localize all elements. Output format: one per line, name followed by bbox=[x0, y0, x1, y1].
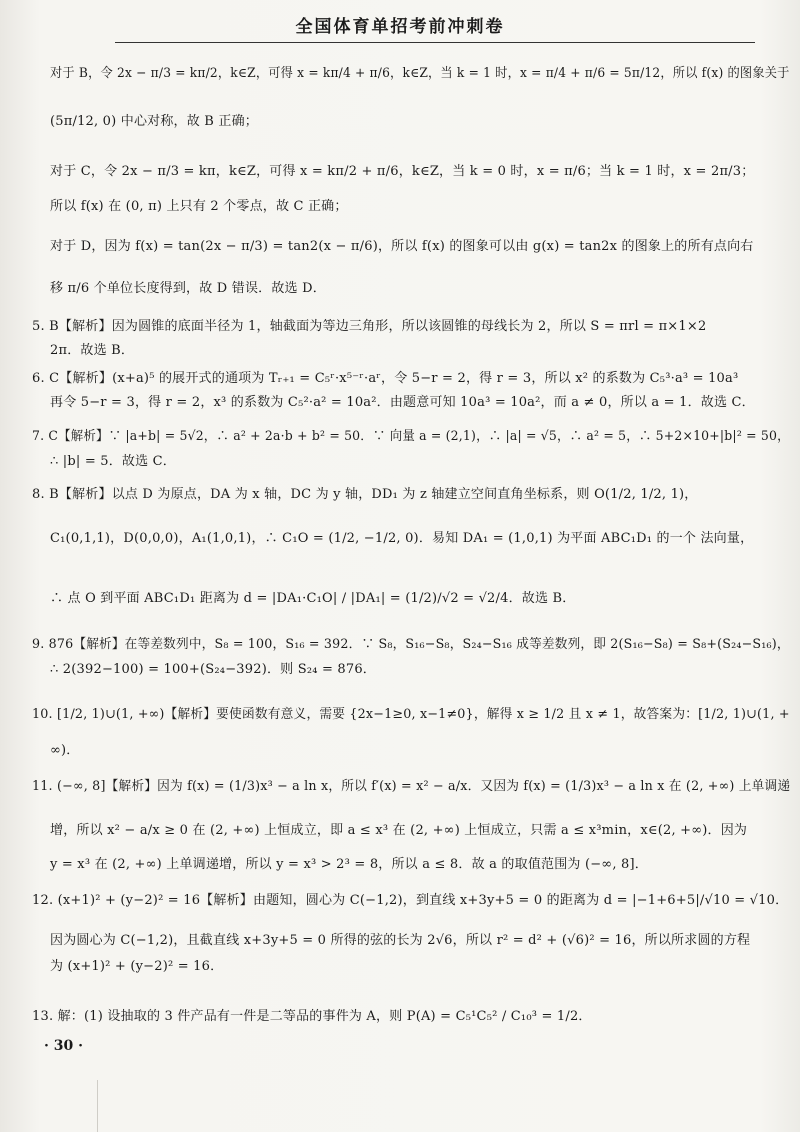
answer-line: 5. B【解析】因为圆锥的底面半径为 1，轴截面为等边三角形，所以该圆锥的母线长为 2，所以 S = πrl = π×1×2 bbox=[32, 319, 707, 334]
text-line: 为 (x+1)² + (y−2)² = 16． bbox=[50, 959, 224, 974]
answer-line: 9. 876【解析】在等差数列中，S₈ = 100，S₁₆ = 392．∵ S₈，S₁₆−S₈，S₂₄−S₁₆ 成等差数列，即 2(S₁₆−S₈) = S₈+(S₂₄−S₁₆)， bbox=[32, 637, 790, 652]
answer-line: 11. (−∞, 8]【解析】因为 f(x) = (1/3)x³ − a ln x，所以 f′(x) = x² − a/x．又因为 f(x) = (1/3)x³ − a ln x 在 (2, +∞) 上单调递 bbox=[32, 779, 791, 794]
binding-margin-line bbox=[97, 1080, 98, 1132]
answer-line: 7. C【解析】∵ |a+b| = 5√2，∴ a² + 2a·b + b² = 50．∵ 向量 a = (2,1)，∴ |a| = √5，∴ a² = 5，∴ 5+2×10+|b|² = 50， bbox=[32, 429, 790, 444]
text-line: C₁(0,1,1)，D(0,0,0)，A₁(1,0,1)，∴ C₁O = (1/2, −1/2, 0)．易知 DA₁ = (1,0,1) 为平面 ABC₁D₁ 的一个 法向量， bbox=[50, 531, 754, 546]
text-line: y = x³ 在 (2, +∞) 上单调递增，所以 y = x³ > 2³ = 8，所以 a ≤ 8．故 a 的取值范围为 (−∞, 8]． bbox=[50, 857, 648, 872]
text-line: ∴ 2(392−100) = 100+(S₂₄−392)．则 S₂₄ = 876． bbox=[50, 662, 377, 677]
text-line: 再令 5−r = 3，得 r = 2，x³ 的系数为 C₅²·a² = 10a²．由题意可知 10a³ = 10a²，而 a ≠ 0，所以 a = 1．故选 C． bbox=[50, 395, 755, 410]
text-line: 对于 C，令 2x − π/3 = kπ，k∈Z，可得 x = kπ/2 + π/6，k∈Z，当 k = 0 时，x = π/6；当 k = 1 时，x = 2π/3； bbox=[50, 164, 755, 179]
answer-line: 13. 解：(1) 设抽取的 3 件产品有一件是二等品的事件为 A，则 P(A) = C₅¹C₅² / C₁₀³ = 1/2． bbox=[32, 1009, 592, 1024]
text-line: 因为圆心为 C(−1,2)，且截直线 x+3y+5 = 0 所得的弦的长为 2√6，所以 r² = d² + (√6)² = 16，所以所求圆的方程 bbox=[50, 933, 751, 948]
text-line: 所以 f(x) 在 (0, π) 上只有 2 个零点，故 C 正确； bbox=[50, 199, 348, 214]
page-number: · 30 · bbox=[44, 1038, 83, 1054]
answer-line: 8. B【解析】以点 D 为原点，DA 为 x 轴，DC 为 y 轴，DD₁ 为 z 轴建立空间直角坐标系，则 O(1/2, 1/2, 1)， bbox=[32, 487, 698, 502]
text-line: 对于 D，因为 f(x) = tan(2x − π/3) = tan2(x − π/6)，所以 f(x) 的图象可以由 g(x) = tan2x 的图象上的所有点向右 bbox=[50, 239, 754, 254]
text-line: ∴ |b| = 5．故选 C． bbox=[50, 454, 176, 469]
answer-line: 12. (x+1)² + (y−2)² = 16【解析】由题知，圆心为 C(−1,2)，到直线 x+3y+5 = 0 的距离为 d = |−1+6+5|/√10 = √10． bbox=[32, 893, 789, 908]
text-line: ∴ 点 O 到平面 ABC₁D₁ 距离为 d = |DA₁·C₁O| / |DA₁| = (1/2)/√2 = √2/4．故选 B． bbox=[50, 591, 576, 606]
text-line: ∞)． bbox=[50, 743, 80, 758]
text-line: (5π/12, 0) 中心对称，故 B 正确； bbox=[50, 114, 258, 129]
page-header-title: 全国体育单招考前冲刺卷 bbox=[295, 17, 505, 37]
answer-line: 6. C【解析】(x+a)⁵ 的展开式的通项为 Tᵣ₊₁ = C₅ʳ·x⁵⁻ʳ·aʳ，令 5−r = 2，得 r = 3，所以 x² 的系数为 C₅³·a³ = 10a³ bbox=[32, 371, 739, 386]
text-line: 增，所以 x² − a/x ≥ 0 在 (2, +∞) 上恒成立，即 a ≤ x³ 在 (2, +∞) 上恒成立，只需 a ≤ x³min，x∈(2, +∞)．因为 bbox=[50, 823, 748, 838]
text-line: 对于 B，令 2x − π/3 = kπ/2，k∈Z，可得 x = kπ/4 + π/6，k∈Z，当 k = 1 时，x = π/4 + π/6 = 5π/12，所以 f(x) 的图象关于 bbox=[50, 66, 790, 81]
answer-line: 10. [1/2, 1)∪(1, +∞)【解析】要使函数有意义，需要 {2x−1≥0, x−1≠0}，解得 x ≥ 1/2 且 x ≠ 1，故答案为：[1/2, 1)∪(1, + bbox=[32, 707, 790, 722]
text-line: 移 π/6 个单位长度得到，故 D 错误．故选 D． bbox=[50, 281, 326, 296]
text-line: 2π．故选 B． bbox=[50, 343, 135, 358]
header-rule bbox=[115, 42, 755, 43]
